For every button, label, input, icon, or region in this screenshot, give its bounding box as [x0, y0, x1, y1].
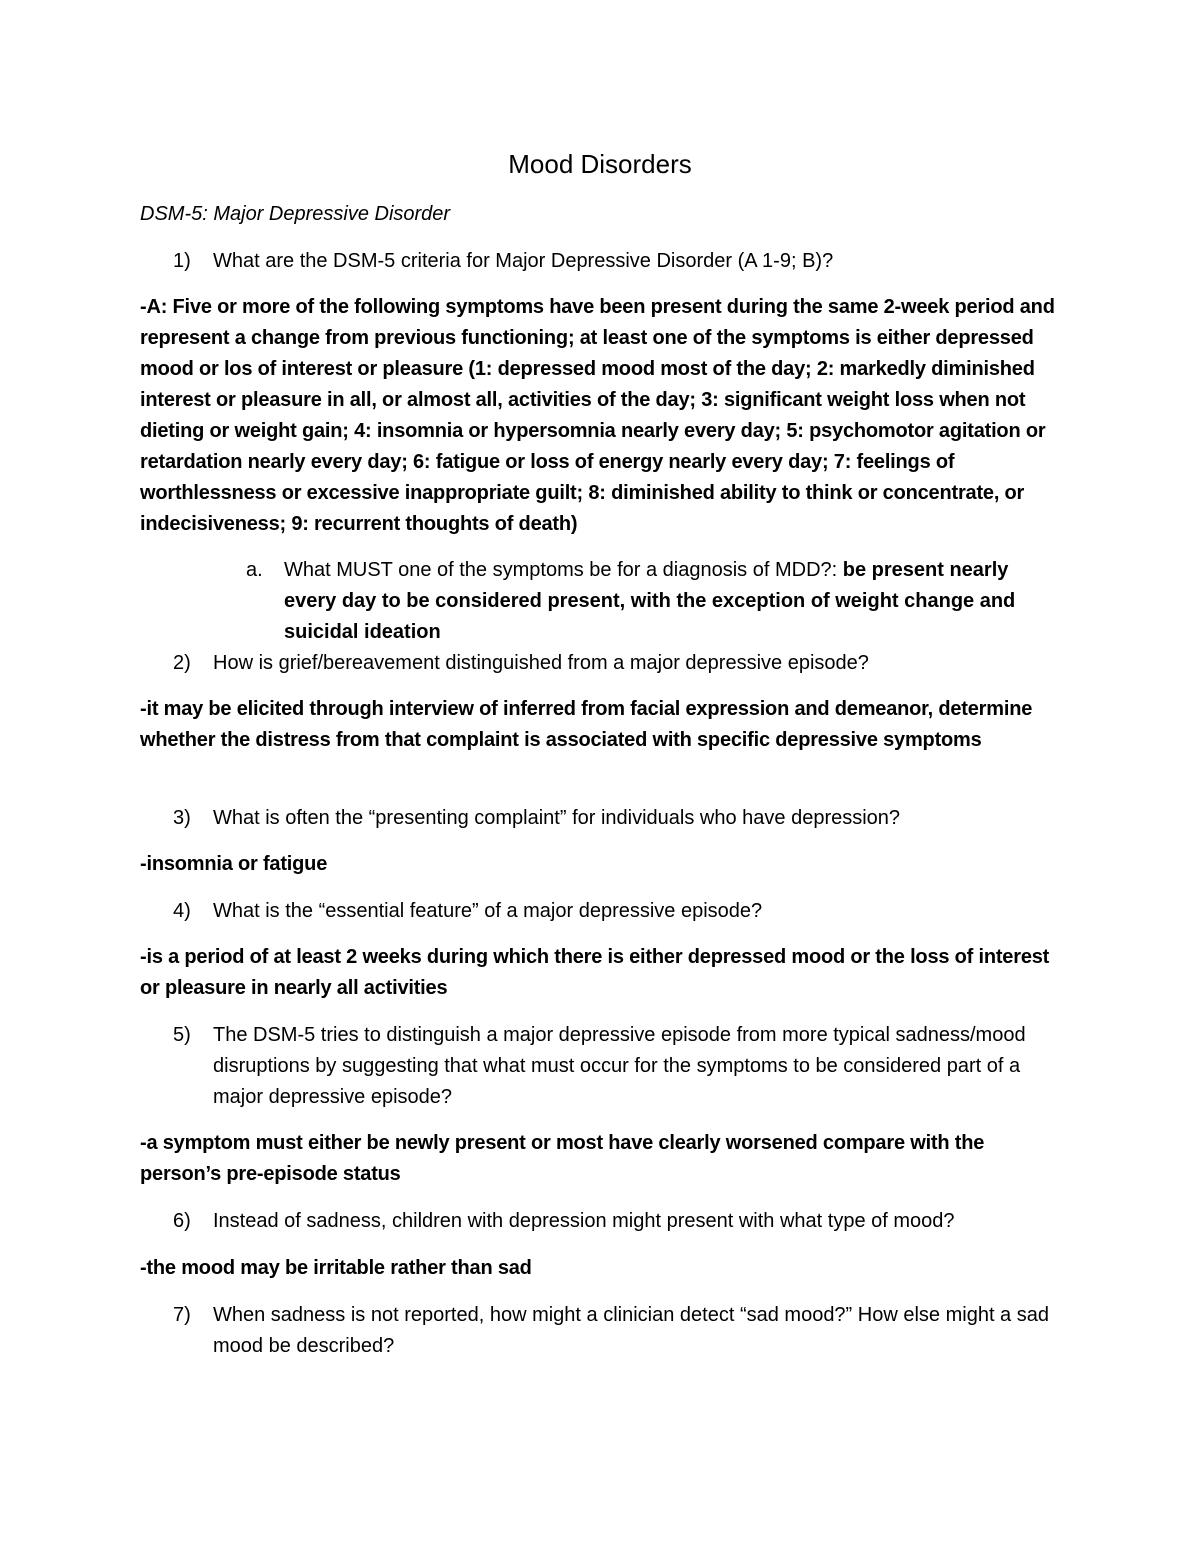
question-text: What is often the “presenting complaint” for individuals who have depression? [213, 807, 901, 829]
question-3 [173, 803, 1053, 834]
question-number: 6) [173, 1210, 191, 1232]
question-text: When sadness is not reported, how might a clinician detect “sad mood?” How else might a sad mood be described? [213, 1304, 1049, 1357]
answer-2: -it may be elicited through interview of inferred from facial expression and demeanor, determine whether the distress from that complaint is associated with specific depressive symptoms [140, 698, 1033, 751]
answer-4: -is a period of at least 2 weeks during which there is either depressed mood or the loss of interest or pleasure in nearly all activities [140, 946, 1050, 999]
question-text: What is the “essential feature” of a major depressive episode? [213, 900, 763, 922]
question-number: 4) [173, 900, 191, 922]
sub-question-letter: a. [246, 559, 263, 581]
question-7 [173, 1300, 1053, 1362]
question-4 [173, 896, 1053, 927]
question-2 [173, 648, 1053, 679]
answer-3: -insomnia or fatigue [140, 853, 328, 875]
question-number: 3) [173, 807, 191, 829]
document-title: Mood Disorders [508, 149, 692, 179]
question-number: 7) [173, 1304, 191, 1326]
question-text: Instead of sadness, children with depression might present with what type of mood? [213, 1210, 955, 1232]
question-number: 2) [173, 652, 191, 674]
sub-question-text [284, 555, 1056, 648]
sub-question-prompt: What MUST one of the symptoms be for a diagnosis of MDD?: [284, 559, 843, 581]
question-5 [173, 1020, 1053, 1113]
answer-6: -the mood may be irritable rather than sad [140, 1257, 532, 1279]
question-1 [173, 246, 1053, 277]
question-number: 5) [173, 1024, 191, 1046]
question-1a [246, 555, 1056, 648]
question-text: How is grief/bereavement distinguished from a major depressive episode? [213, 652, 869, 674]
question-6 [173, 1206, 1053, 1237]
section-heading: DSM-5: Major Depressive Disorder [140, 203, 451, 225]
sub-question-answer: be present nearly every day to be considered present, with the exception of weight change and suicidal ideation [284, 559, 1016, 643]
answer-1: -A: Five or more of the following symptoms have been present during the same 2-week period and represent a change from previous functioning; at least one of the symptoms is either depressed mood or los of interest or pleasure (1: depressed mood most of the day; 2: markedly diminished interest or pleasure in all, or almost all, activities of the day; 3: significant weight loss when not dieting or weight gain; 4: insomnia or hypersomnia nearly every day; 5: psychomotor agitation or retardation nearly every day; 6: fatigue or loss of energy nearly every day; 7: feelings of worthlessness or excessive inappropriate guilt; 8: diminished ability to think or concentrate, or indecisiveness; 9: recurrent thoughts of death) [140, 296, 1055, 535]
question-number: 1) [173, 250, 191, 272]
question-text: The DSM-5 tries to distinguish a major depressive episode from more typical sadness/mood disruptions by suggesting that what must occur for the symptoms to be considered part of a major depressive episode? [213, 1024, 1026, 1108]
question-text: What are the DSM-5 criteria for Major Depressive Disorder (A 1-9; B)? [213, 250, 834, 272]
answer-5: -a symptom must either be newly present or most have clearly worsened compare with the person’s pre-episode status [140, 1132, 985, 1185]
